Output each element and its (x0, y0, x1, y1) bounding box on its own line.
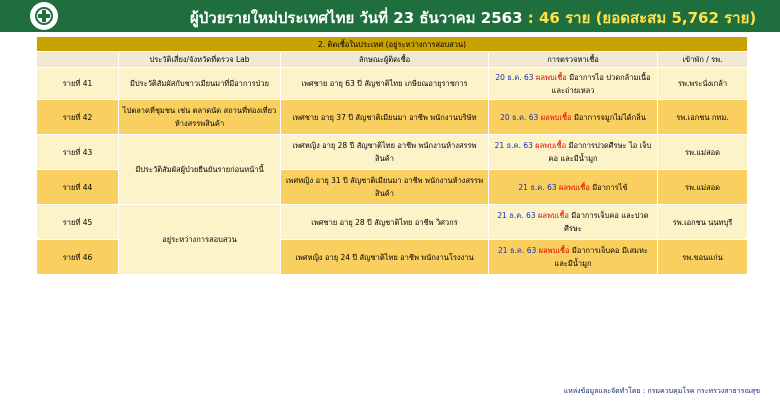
patient-info: เพศชาย อายุ 28 ปี สัญชาติไทย อาชีพ วิศวกร (281, 205, 489, 240)
risk-history: ไปตลาดที่ชุมชน เช่น ตลาดนัด สถานที่ท่องเที่ยว ห้างสรรพสินค้า (119, 100, 281, 135)
test-result: 21 ธ.ค. 63 ผลพบเชื้อ มีอาการไข้ (489, 170, 658, 205)
test-result: 20 ธ.ค. 63 ผลพบเชื้อ มีอาการไอ ปวดกล้ามเนื้อ และถ่ายเหลว (489, 68, 658, 100)
patient-info: เพศหญิง อายุ 24 ปี สัญชาติไทย อาชีพ พนักงานโรงงาน (281, 240, 489, 275)
case-number: รายที่ 41 (37, 68, 119, 100)
case-number: รายที่ 45 (37, 205, 119, 240)
table-row (37, 205, 748, 240)
test-result: 21 ธ.ค. 63 ผลพบเชื้อ มีอาการเจ็บคอ มีเสมหะ และมีน้ำมูก (489, 240, 658, 275)
hospital: รพ.แม่สอด (658, 170, 748, 205)
col-case (37, 52, 119, 68)
test-result: 21 ธ.ค. 63 ผลพบเชื้อ มีอาการปวดศีรษะ ไอ เจ็บคอ และมีน้ำมูก (489, 135, 658, 170)
risk-history: มีประวัติสัมผัสผู้ป่วยยืนยันรายก่อนหน้านี้ (119, 135, 281, 205)
patient-info: เพศชาย อายุ 37 ปี สัญชาติเมียนมา อาชีพ พนักงานบริษัท (281, 100, 489, 135)
source-footer: แหล่งข้อมูลและจัดทำโดย : กรมควบคุมโรค กระทรวงสาธารณสุข (563, 387, 760, 395)
table-row (37, 100, 748, 135)
table-row (37, 68, 748, 100)
patient-info: เพศหญิง อายุ 31 ปี สัญชาติเมียนมา อาชีพ พนักงานห้างสรรพสินค้า (281, 170, 489, 205)
case-number: รายที่ 44 (37, 170, 119, 205)
col-patient: ลักษณะผู้ติดเชื้อ (281, 52, 489, 68)
table-row (37, 135, 748, 170)
col-test: การตรวจหาเชื้อ (489, 52, 658, 68)
title-highlight: : 46 ราย (ยอดสะสม 5,762 ราย) (522, 9, 757, 27)
test-result: 21 ธ.ค. 63 ผลพบเชื้อ มีอาการเจ็บคอ และปวดศีรษะ (489, 205, 658, 240)
hospital: รพ.เอกชน นนทบุรี (658, 205, 748, 240)
risk-history: มีประวัติสัมผัสกับชาวเมียนมาที่มีอาการป่วย (119, 68, 281, 100)
hospital: รพ.เอกชน กทม. (658, 100, 748, 135)
hospital: รพ.พระนั่งเกล้า (658, 68, 748, 100)
col-risk: ประวัติเสี่ยง/จังหวัดที่ตรวจ Lab (119, 52, 281, 68)
hospital: รพ.ขอนแก่น (658, 240, 748, 275)
case-number: รายที่ 43 (37, 135, 119, 170)
case-number: รายที่ 46 (37, 240, 119, 275)
risk-history: อยู่ระหว่างการสอบสวน (119, 205, 281, 275)
case-number: รายที่ 42 (37, 100, 119, 135)
ministry-logo-icon (30, 2, 58, 30)
header-bar (0, 0, 780, 32)
test-result: 20 ธ.ค. 63 ผลพบเชื้อ มีอาการจมูกไม่ได้กลิ่น (489, 100, 658, 135)
cases-table (36, 36, 748, 275)
patient-info: เพศชาย อายุ 63 ปี สัญชาติไทย เกษียณอายุราชการ (281, 68, 489, 100)
patient-info: เพศหญิง อายุ 28 ปี สัญชาติไทย อาชีพ พนักงานห้างสรรพสินค้า (281, 135, 489, 170)
page-title: ผู้ป่วยรายใหม่ประเทศไทย วันที่ 23 ธันวาคม 2563 : 46 ราย (ยอดสะสม 5,762 ราย) (190, 9, 757, 27)
section-title: 2. ติดเชื้อในประเทศ (อยู่ระหว่างการสอบสวน) (37, 37, 748, 52)
hospital: รพ.แม่สอด (658, 135, 748, 170)
col-hospital: เข้าพัก / รพ. (658, 52, 748, 68)
